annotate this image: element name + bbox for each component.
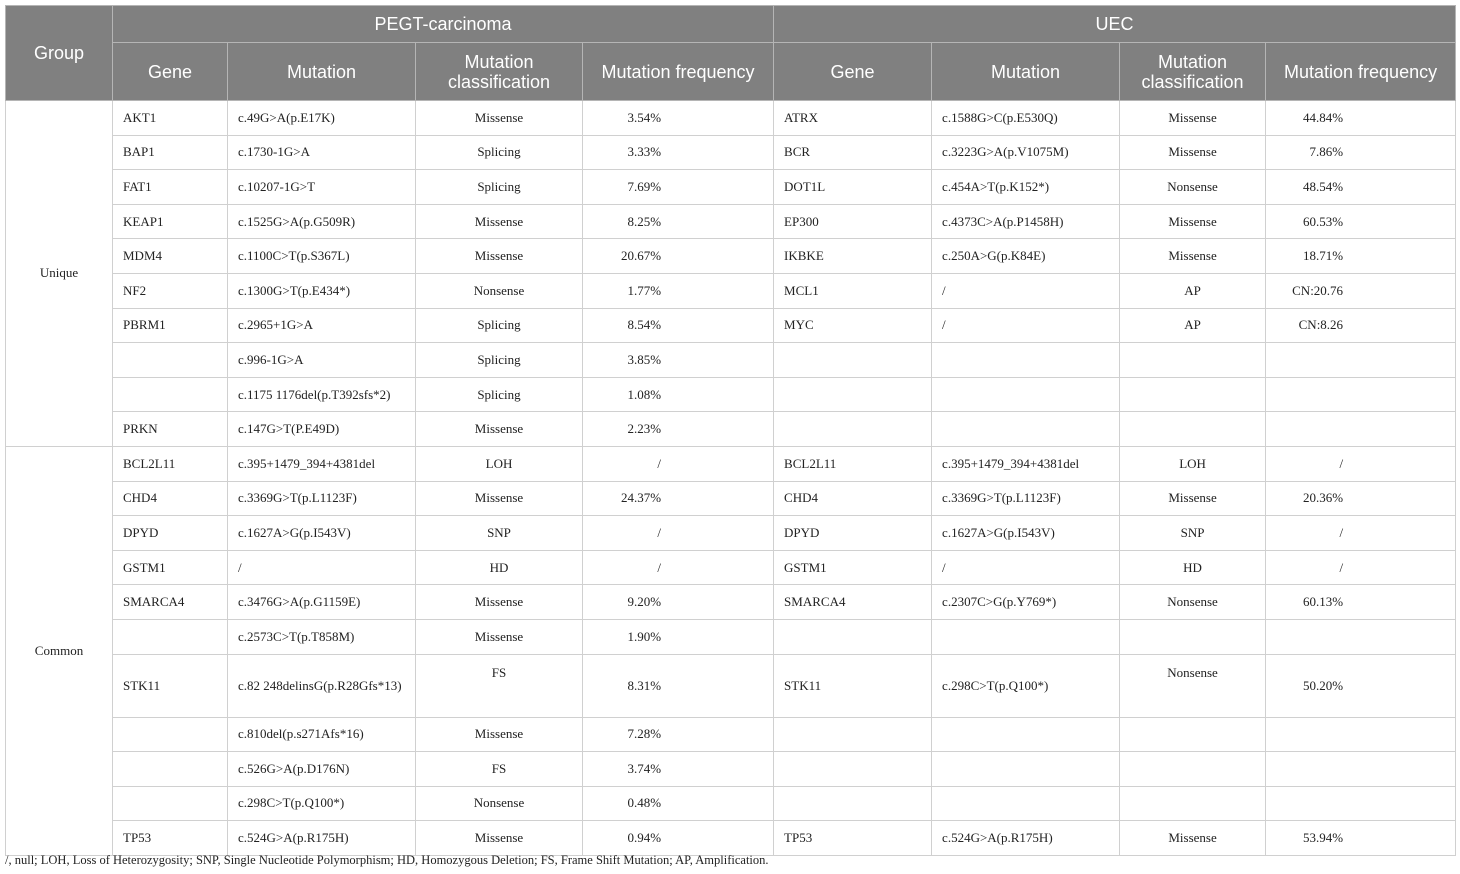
pegt-classification-cell: Nonsense bbox=[416, 273, 583, 308]
pegt-gene-cell: NF2 bbox=[113, 273, 228, 308]
uec-frequency-cell bbox=[1266, 752, 1456, 787]
uec-classification-cell bbox=[1120, 786, 1266, 821]
pegt-classification-cell: Splicing bbox=[416, 135, 583, 170]
pegt-mutation-cell: c.996-1G>A bbox=[228, 343, 416, 378]
pegt-classification-cell: Missense bbox=[416, 619, 583, 654]
pegt-frequency-cell: 3.54% bbox=[583, 101, 774, 136]
table-row bbox=[6, 550, 1456, 585]
uec-gene-cell: IKBKE bbox=[774, 239, 932, 274]
uec-frequency-cell: 44.84% bbox=[1266, 101, 1456, 136]
uec-classification-cell: Missense bbox=[1120, 481, 1266, 516]
pegt-gene-cell: CHD4 bbox=[113, 481, 228, 516]
uec-gene-cell: MCL1 bbox=[774, 273, 932, 308]
uec-mutation-cell: c.524G>A(p.R175H) bbox=[932, 821, 1120, 856]
uec-mutation-cell bbox=[932, 377, 1120, 412]
uec-gene-cell: CHD4 bbox=[774, 481, 932, 516]
table-row bbox=[6, 585, 1456, 620]
pegt-mutation-cell: c.1525G>A(p.G509R) bbox=[228, 204, 416, 239]
table-row bbox=[6, 170, 1456, 205]
uec-gene-cell: BCL2L11 bbox=[774, 446, 932, 481]
uec-frequency-cell: 60.53% bbox=[1266, 204, 1456, 239]
uec-frequency-cell: CN:8.26 bbox=[1266, 308, 1456, 343]
uec-classification-cell: Missense bbox=[1120, 101, 1266, 136]
uec-classification-header: Mutation classification bbox=[1120, 43, 1266, 101]
pegt-classification-cell: Missense bbox=[416, 717, 583, 752]
uec-frequency-cell bbox=[1266, 786, 1456, 821]
pegt-frequency-cell: 8.54% bbox=[583, 308, 774, 343]
table-row bbox=[6, 135, 1456, 170]
uec-mutation-cell bbox=[932, 619, 1120, 654]
uec-classification-cell: HD bbox=[1120, 550, 1266, 585]
uec-classification-cell bbox=[1120, 717, 1266, 752]
pegt-frequency-cell: 24.37% bbox=[583, 481, 774, 516]
uec-frequency-cell bbox=[1266, 619, 1456, 654]
table-row bbox=[6, 516, 1456, 551]
uec-frequency-cell bbox=[1266, 343, 1456, 378]
uec-frequency-header: Mutation frequency bbox=[1266, 43, 1456, 101]
pegt-gene-cell bbox=[113, 786, 228, 821]
table-row bbox=[6, 308, 1456, 343]
uec-frequency-cell: 50.20% bbox=[1266, 654, 1456, 717]
uec-gene-cell bbox=[774, 752, 932, 787]
uec-mutation-cell bbox=[932, 786, 1120, 821]
uec-frequency-cell: 60.13% bbox=[1266, 585, 1456, 620]
uec-frequency-cell: 48.54% bbox=[1266, 170, 1456, 205]
table-row bbox=[6, 101, 1456, 136]
pegt-gene-cell bbox=[113, 752, 228, 787]
uec-classification-cell bbox=[1120, 343, 1266, 378]
table-row bbox=[6, 204, 1456, 239]
pegt-frequency-cell: 3.33% bbox=[583, 135, 774, 170]
uec-mutation-cell: c.2307C>G(p.Y769*) bbox=[932, 585, 1120, 620]
uec-frequency-cell: 18.71% bbox=[1266, 239, 1456, 274]
pegt-gene-cell: GSTM1 bbox=[113, 550, 228, 585]
pegt-gene-cell: AKT1 bbox=[113, 101, 228, 136]
uec-mutation-cell bbox=[932, 343, 1120, 378]
uec-mutation-cell: c.3369G>T(p.L1123F) bbox=[932, 481, 1120, 516]
uec-classification-cell: AP bbox=[1120, 308, 1266, 343]
uec-mutation-cell: c.3223G>A(p.V1075M) bbox=[932, 135, 1120, 170]
uec-gene-header: Gene bbox=[774, 43, 932, 101]
uec-gene-cell: STK11 bbox=[774, 654, 932, 717]
pegt-gene-cell: MDM4 bbox=[113, 239, 228, 274]
table-row bbox=[6, 446, 1456, 481]
uec-mutation-cell: c.1588G>C(p.E530Q) bbox=[932, 101, 1120, 136]
table-row bbox=[6, 786, 1456, 821]
pegt-classification-cell: Missense bbox=[416, 412, 583, 447]
table-row bbox=[6, 619, 1456, 654]
pegt-frequency-cell: 0.48% bbox=[583, 786, 774, 821]
pegt-mutation-cell: / bbox=[228, 550, 416, 585]
group-unique: Unique bbox=[6, 101, 113, 447]
uec-gene-cell: BCR bbox=[774, 135, 932, 170]
uec-gene-cell: EP300 bbox=[774, 204, 932, 239]
pegt-mutation-cell: c.3476G>A(p.G1159E) bbox=[228, 585, 416, 620]
table-row bbox=[6, 377, 1456, 412]
uec-gene-cell bbox=[774, 412, 932, 447]
pegt-frequency-cell: 7.69% bbox=[583, 170, 774, 205]
pegt-mutation-cell: c.810del(p.s271Afs*16) bbox=[228, 717, 416, 752]
table-row bbox=[6, 412, 1456, 447]
uec-gene-cell: MYC bbox=[774, 308, 932, 343]
pegt-mutation-cell: c.2965+1G>A bbox=[228, 308, 416, 343]
pegt-frequency-cell: 3.74% bbox=[583, 752, 774, 787]
pegt-classification-cell: FS bbox=[416, 752, 583, 787]
table-row bbox=[6, 654, 1456, 717]
pegt-frequency-cell: 1.90% bbox=[583, 619, 774, 654]
uec-gene-cell: DOT1L bbox=[774, 170, 932, 205]
pegt-mutation-cell: c.2573C>T(p.T858M) bbox=[228, 619, 416, 654]
uec-mutation-cell bbox=[932, 717, 1120, 752]
pegt-classification-cell: LOH bbox=[416, 446, 583, 481]
uec-frequency-cell: / bbox=[1266, 446, 1456, 481]
uec-classification-cell: Missense bbox=[1120, 821, 1266, 856]
pegt-gene-cell: DPYD bbox=[113, 516, 228, 551]
pegt-classification-cell: Missense bbox=[416, 101, 583, 136]
pegt-gene-cell bbox=[113, 619, 228, 654]
pegt-classification-cell: Missense bbox=[416, 821, 583, 856]
uec-mutation-cell: c.1627A>G(p.I543V) bbox=[932, 516, 1120, 551]
pegt-classification-cell: Missense bbox=[416, 239, 583, 274]
pegt-classification-cell: Splicing bbox=[416, 343, 583, 378]
pegt-frequency-cell: 2.23% bbox=[583, 412, 774, 447]
uec-frequency-cell: 7.86% bbox=[1266, 135, 1456, 170]
uec-header: UEC bbox=[774, 6, 1456, 43]
pegt-classification-cell: Splicing bbox=[416, 377, 583, 412]
uec-frequency-cell: 53.94% bbox=[1266, 821, 1456, 856]
pegt-gene-cell bbox=[113, 717, 228, 752]
uec-gene-cell bbox=[774, 786, 932, 821]
uec-classification-cell: Nonsense bbox=[1120, 654, 1266, 717]
uec-classification-cell: Missense bbox=[1120, 239, 1266, 274]
pegt-frequency-cell: 9.20% bbox=[583, 585, 774, 620]
pegt-mutation-cell: c.1300G>T(p.E434*) bbox=[228, 273, 416, 308]
pegt-classification-cell: Missense bbox=[416, 204, 583, 239]
pegt-frequency-cell: 8.25% bbox=[583, 204, 774, 239]
pegt-mutation-cell: c.10207-1G>T bbox=[228, 170, 416, 205]
uec-classification-cell bbox=[1120, 619, 1266, 654]
pegt-gene-cell: PRKN bbox=[113, 412, 228, 447]
table-row bbox=[6, 239, 1456, 274]
pegt-mutation-cell: c.1627A>G(p.I543V) bbox=[228, 516, 416, 551]
uec-frequency-cell: CN:20.76 bbox=[1266, 273, 1456, 308]
uec-frequency-cell bbox=[1266, 717, 1456, 752]
pegt-classification-cell: Missense bbox=[416, 585, 583, 620]
uec-classification-cell: Nonsense bbox=[1120, 170, 1266, 205]
uec-classification-cell: LOH bbox=[1120, 446, 1266, 481]
pegt-mutation-cell: c.1730-1G>A bbox=[228, 135, 416, 170]
table-row bbox=[6, 717, 1456, 752]
pegt-gene-header: Gene bbox=[113, 43, 228, 101]
uec-gene-cell: TP53 bbox=[774, 821, 932, 856]
pegt-frequency-cell: 0.94% bbox=[583, 821, 774, 856]
uec-classification-cell: Missense bbox=[1120, 204, 1266, 239]
group-common: Common bbox=[6, 446, 113, 855]
pegt-classification-cell: Nonsense bbox=[416, 786, 583, 821]
pegt-gene-cell: STK11 bbox=[113, 654, 228, 717]
table-row bbox=[6, 481, 1456, 516]
pegt-mutation-cell: c.3369G>T(p.L1123F) bbox=[228, 481, 416, 516]
pegt-mutation-header: Mutation bbox=[228, 43, 416, 101]
pegt-frequency-cell: / bbox=[583, 516, 774, 551]
pegt-mutation-cell: c.1100C>T(p.S367L) bbox=[228, 239, 416, 274]
table-body bbox=[6, 101, 1456, 856]
pegt-gene-cell: TP53 bbox=[113, 821, 228, 856]
pegt-classification-header: Mutation classification bbox=[416, 43, 583, 101]
pegt-mutation-cell: c.1175 1176del(p.T392sfs*2) bbox=[228, 377, 416, 412]
pegt-mutation-cell: c.147G>T(P.E49D) bbox=[228, 412, 416, 447]
uec-mutation-cell bbox=[932, 412, 1120, 447]
uec-mutation-cell: c.250A>G(p.K84E) bbox=[932, 239, 1120, 274]
pegt-frequency-cell: 8.31% bbox=[583, 654, 774, 717]
uec-classification-cell bbox=[1120, 412, 1266, 447]
table-row bbox=[6, 273, 1456, 308]
pegt-mutation-cell: c.298C>T(p.Q100*) bbox=[228, 786, 416, 821]
uec-mutation-cell bbox=[932, 752, 1120, 787]
uec-frequency-cell: 20.36% bbox=[1266, 481, 1456, 516]
pegt-frequency-header: Mutation frequency bbox=[583, 43, 774, 101]
uec-gene-cell: DPYD bbox=[774, 516, 932, 551]
pegt-classification-cell: FS bbox=[416, 654, 583, 717]
uec-classification-cell: SNP bbox=[1120, 516, 1266, 551]
uec-classification-cell bbox=[1120, 752, 1266, 787]
uec-gene-cell bbox=[774, 619, 932, 654]
pegt-mutation-cell: c.395+1479_394+4381del bbox=[228, 446, 416, 481]
pegt-mutation-cell: c.82 248delinsG(p.R28Gfs*13) bbox=[228, 654, 416, 717]
table-row bbox=[6, 752, 1456, 787]
pegt-mutation-cell: c.526G>A(p.D176N) bbox=[228, 752, 416, 787]
uec-mutation-cell: c.4373C>A(p.P1458H) bbox=[932, 204, 1120, 239]
uec-frequency-cell: / bbox=[1266, 550, 1456, 585]
pegt-mutation-cell: c.524G>A(p.R175H) bbox=[228, 821, 416, 856]
footnote: /, null; LOH, Loss of Heterozygosity; SNP, Single Nucleotide Polymorphism; HD, Homozygous Deletion; FS, Frame Shift Mutation; AP, Amplification. bbox=[5, 853, 769, 867]
mutation-table bbox=[5, 5, 1456, 856]
table-row bbox=[6, 821, 1456, 856]
pegt-classification-cell: Missense bbox=[416, 481, 583, 516]
uec-frequency-cell bbox=[1266, 377, 1456, 412]
uec-frequency-cell bbox=[1266, 412, 1456, 447]
pegt-gene-cell bbox=[113, 377, 228, 412]
uec-mutation-cell: / bbox=[932, 308, 1120, 343]
uec-mutation-cell: / bbox=[932, 273, 1120, 308]
pegt-gene-cell: PBRM1 bbox=[113, 308, 228, 343]
uec-mutation-cell: c.454A>T(p.K152*) bbox=[932, 170, 1120, 205]
pegt-frequency-cell: 20.67% bbox=[583, 239, 774, 274]
pegt-classification-cell: Splicing bbox=[416, 170, 583, 205]
pegt-frequency-cell: 3.85% bbox=[583, 343, 774, 378]
pegt-classification-cell: HD bbox=[416, 550, 583, 585]
pegt-classification-cell: SNP bbox=[416, 516, 583, 551]
uec-classification-cell: Nonsense bbox=[1120, 585, 1266, 620]
pegt-header: PEGT-carcinoma bbox=[113, 6, 774, 43]
uec-mutation-cell: c.298C>T(p.Q100*) bbox=[932, 654, 1120, 717]
pegt-mutation-cell: c.49G>A(p.E17K) bbox=[228, 101, 416, 136]
group-header: Group bbox=[6, 6, 113, 101]
uec-gene-cell: SMARCA4 bbox=[774, 585, 932, 620]
pegt-frequency-cell: / bbox=[583, 550, 774, 585]
pegt-gene-cell: BAP1 bbox=[113, 135, 228, 170]
uec-gene-cell bbox=[774, 377, 932, 412]
uec-gene-cell bbox=[774, 717, 932, 752]
pegt-gene-cell: FAT1 bbox=[113, 170, 228, 205]
pegt-gene-cell: KEAP1 bbox=[113, 204, 228, 239]
pegt-gene-cell bbox=[113, 343, 228, 378]
uec-gene-cell bbox=[774, 343, 932, 378]
uec-mutation-cell: c.395+1479_394+4381del bbox=[932, 446, 1120, 481]
uec-classification-cell bbox=[1120, 377, 1266, 412]
pegt-frequency-cell: / bbox=[583, 446, 774, 481]
pegt-classification-cell: Splicing bbox=[416, 308, 583, 343]
uec-mutation-header: Mutation bbox=[932, 43, 1120, 101]
uec-frequency-cell: / bbox=[1266, 516, 1456, 551]
pegt-gene-cell: BCL2L11 bbox=[113, 446, 228, 481]
table-row bbox=[6, 343, 1456, 378]
uec-classification-cell: AP bbox=[1120, 273, 1266, 308]
pegt-frequency-cell: 1.77% bbox=[583, 273, 774, 308]
uec-mutation-cell: / bbox=[932, 550, 1120, 585]
pegt-gene-cell: SMARCA4 bbox=[113, 585, 228, 620]
pegt-frequency-cell: 7.28% bbox=[583, 717, 774, 752]
uec-gene-cell: ATRX bbox=[774, 101, 932, 136]
uec-classification-cell: Missense bbox=[1120, 135, 1266, 170]
pegt-frequency-cell: 1.08% bbox=[583, 377, 774, 412]
uec-gene-cell: GSTM1 bbox=[774, 550, 932, 585]
